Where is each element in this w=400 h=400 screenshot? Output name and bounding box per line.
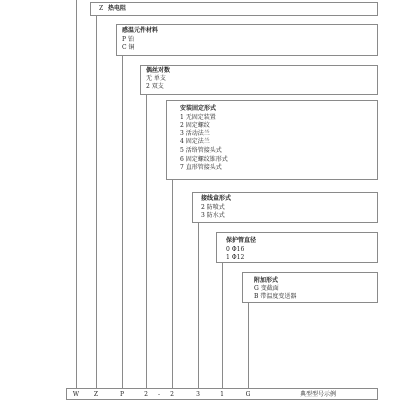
- sensor-material-title: 感温元件材料: [122, 27, 159, 34]
- junction-box-form-item: 2 防喷式: [201, 204, 225, 211]
- model-code-mount: 2: [170, 391, 174, 398]
- model-example-caption: 典型型号示例: [300, 391, 337, 398]
- connector-p: [122, 38, 123, 388]
- heat-resistor-box: [90, 2, 378, 16]
- extra-form-item: B 带温度变送器: [254, 293, 297, 300]
- mount-form-item: 3 活动法兰: [180, 130, 210, 137]
- model-code-junction: 3: [196, 391, 200, 398]
- connector-z: [96, 8, 97, 388]
- model-code-z: Z: [93, 391, 99, 398]
- model-code-p: P: [119, 391, 125, 398]
- wire-pairs-item: 无 单支: [146, 75, 166, 82]
- model-code-tube: 1: [220, 391, 224, 398]
- tube-diameter-title: 保护管直径: [226, 237, 257, 244]
- mount-form-title: 安装固定形式: [180, 105, 217, 112]
- model-code-pairs: 2: [144, 391, 148, 398]
- tube-diameter-item: 1 Φ12: [226, 254, 245, 261]
- mount-form-item: 6 固定螺纹锥形式: [180, 156, 228, 163]
- wire-pairs-item: 2 双支: [146, 83, 164, 90]
- wire-pairs-title: 偶丝对数: [146, 67, 171, 74]
- heat-resistor-label: 热电阻: [108, 5, 127, 12]
- wire-pairs-box: [140, 65, 378, 95]
- mount-form-item: 2 固定螺纹: [180, 122, 210, 129]
- extra-form-item: G 变截面: [254, 285, 279, 292]
- connector-pairs: [146, 76, 147, 388]
- model-code-dash: -: [157, 391, 161, 398]
- connector-tube: [222, 241, 223, 388]
- sensor-material-item: P 铂: [122, 36, 134, 43]
- mount-form-item: 1 无固定装置: [180, 114, 216, 121]
- model-code-w: W: [72, 391, 80, 398]
- model-code-extra: G: [245, 391, 251, 398]
- connector-junction: [198, 203, 199, 388]
- heat-resistor-code: Z: [99, 5, 104, 12]
- mount-form-item: 4 固定法兰: [180, 138, 210, 145]
- tube-diameter-item: 0 Φ16: [226, 246, 245, 253]
- junction-box-form-item: 3 防水式: [201, 212, 225, 219]
- mount-form-item: 5 活络管接头式: [180, 147, 222, 154]
- junction-box-form-title: 接线盒形式: [201, 195, 232, 202]
- extra-form-title: 附加形式: [254, 277, 279, 284]
- mount-form-item: 7 直形管接头式: [180, 164, 222, 171]
- connector-w: [76, 0, 77, 388]
- sensor-material-item: C 铜: [122, 44, 135, 51]
